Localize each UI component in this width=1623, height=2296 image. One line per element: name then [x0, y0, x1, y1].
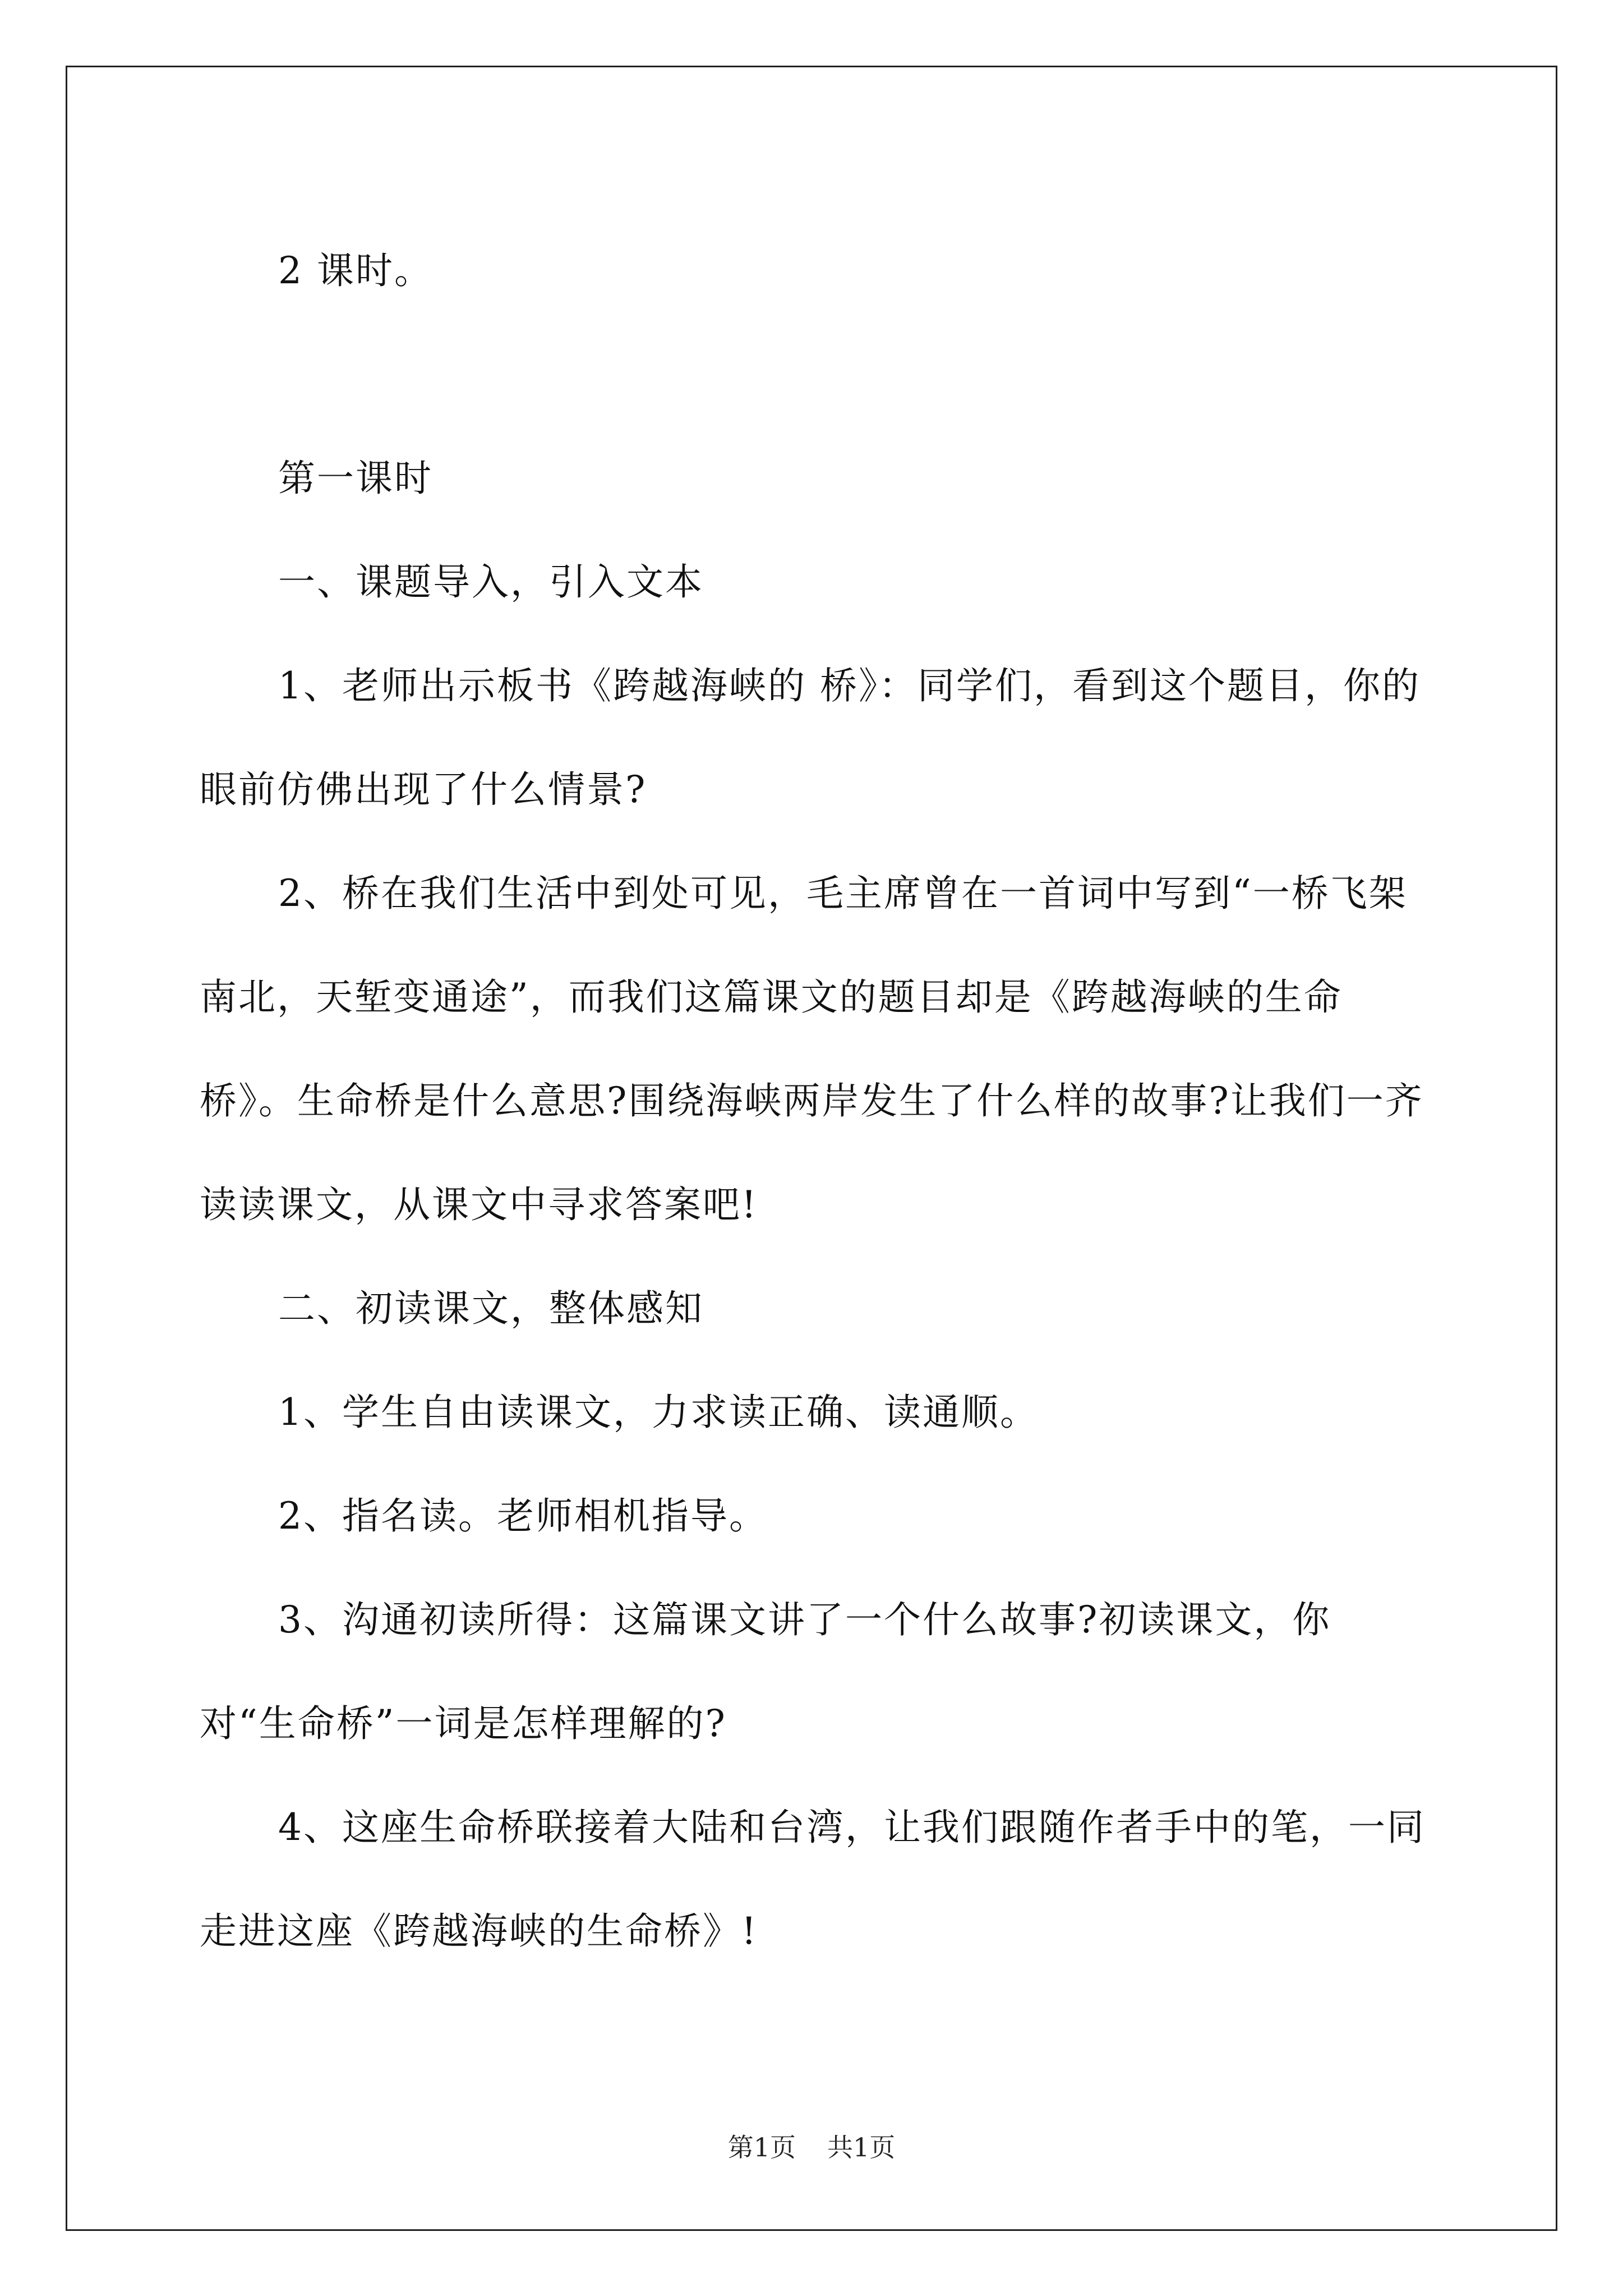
paragraph-1: 1、老师出示板书《跨越海峡的 桥》：同学们，看到这个题目，你的眼前仿佛出现了什么情景? — [200, 664, 1421, 811]
heading-section-one: 一、课题导入，引入文本 — [278, 560, 704, 604]
paragraph-5: 3、沟通初读所得：这篇课文讲了一个什么故事?初读课文，你对“生命桥”一词是怎样理解的? — [200, 1598, 1331, 1745]
heading-first-lesson: 第一课时 — [278, 457, 433, 500]
document-body — [200, 219, 1429, 1983]
paragraph-2: 2、桥在我们生活中到处可见，毛主席曾在一首词中写到“一桥飞架南北，天堑变通途”，而我们这篇课文的题目却是《跨越海峡的生命桥》。生命桥是什么意思?围绕海峡两岸发生了什么样的故事?让我们一齐读读课文，从课文中寻求答案吧! — [200, 872, 1424, 1226]
page-number: 第1页 — [727, 2132, 796, 2162]
paragraph-4: 2、指名读。老师相机指导。 — [278, 1494, 768, 1538]
paragraph-3: 1、学生自由读课文，力求读正确、读通顺。 — [278, 1391, 1039, 1434]
paragraph-spacer — [200, 323, 1429, 426]
page-total: 共1页 — [827, 2132, 896, 2162]
paragraph-lesson-count: 2 课时。 — [278, 249, 433, 292]
heading-section-two: 二、初读课文，整体感知 — [278, 1287, 704, 1330]
page-footer — [0, 2131, 1623, 2164]
paragraph-6: 4、这座生命桥联接着大陆和台湾，让我们跟随作者手中的笔，一同走进这座《跨越海峡的生命桥》! — [200, 1806, 1426, 1953]
